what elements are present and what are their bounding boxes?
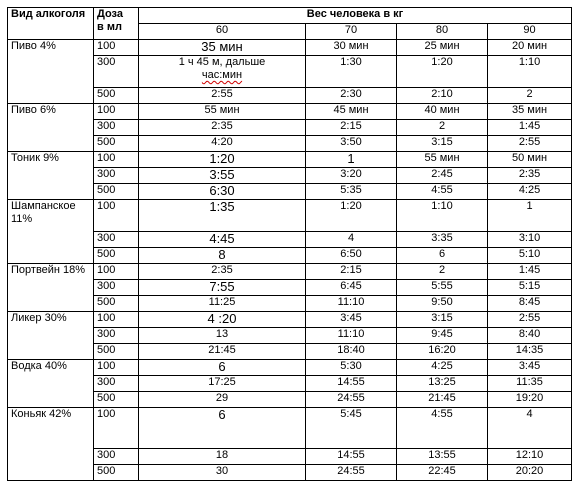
table-cell: 24:55 xyxy=(306,392,397,408)
dose: 100 xyxy=(94,40,139,56)
type-beer-6: Пиво 6% xyxy=(8,104,94,152)
table-cell: 4:55 xyxy=(397,184,488,200)
table-cell: 1:30 xyxy=(306,56,397,88)
type-champagne-11: Шампанское 11% xyxy=(8,200,94,264)
dose: 300 xyxy=(94,449,139,465)
table-cell: 50 мин xyxy=(488,152,572,168)
weight-60: 60 xyxy=(139,24,306,40)
table-cell: 3:10 xyxy=(488,232,572,248)
table-cell: 2:55 xyxy=(488,312,572,328)
table-cell: 8 xyxy=(139,248,306,264)
dose: 300 xyxy=(94,328,139,344)
table-cell: 19:20 xyxy=(488,392,572,408)
table-cell: 9:45 xyxy=(397,328,488,344)
col-dose-header: Доза в мл xyxy=(94,8,139,40)
table-cell: 1:35 xyxy=(139,200,306,232)
table-cell: 2:35 xyxy=(488,168,572,184)
table-cell: 5:15 xyxy=(488,280,572,296)
dose: 100 xyxy=(94,104,139,120)
table-cell: 3:15 xyxy=(397,136,488,152)
table-cell: 25 мин xyxy=(397,40,488,56)
dose: 300 xyxy=(94,120,139,136)
table-cell: 2:30 xyxy=(306,88,397,104)
table-cell: 45 мин xyxy=(306,104,397,120)
dose: 100 xyxy=(94,264,139,280)
dose: 100 xyxy=(94,408,139,449)
table-cell: 1 xyxy=(306,152,397,168)
table-cell: 20:20 xyxy=(488,465,572,481)
dose: 100 xyxy=(94,152,139,168)
table-cell: 9:50 xyxy=(397,296,488,312)
table-cell: 2:45 xyxy=(397,168,488,184)
type-vodka-40: Водка 40% xyxy=(8,360,94,408)
type-cognac-42: Коньяк 42% xyxy=(8,408,94,481)
dose: 500 xyxy=(94,136,139,152)
table-cell: 14:55 xyxy=(306,376,397,392)
table-cell: 5:55 xyxy=(397,280,488,296)
table-cell: 30 xyxy=(139,465,306,481)
table-cell: 5:10 xyxy=(488,248,572,264)
table-cell: 13:55 xyxy=(397,449,488,465)
table-cell: 12:10 xyxy=(488,449,572,465)
table-cell: 1 xyxy=(488,200,572,232)
table-cell: 3:35 xyxy=(397,232,488,248)
table-cell: 40 мин xyxy=(397,104,488,120)
dose: 300 xyxy=(94,232,139,248)
table-cell: 1:45 xyxy=(488,120,572,136)
weight-80: 80 xyxy=(397,24,488,40)
table-cell: 8:45 xyxy=(488,296,572,312)
table-cell: 17:25 xyxy=(139,376,306,392)
table-cell: 11:10 xyxy=(306,296,397,312)
table-cell: 3:50 xyxy=(306,136,397,152)
table-cell: 2:35 xyxy=(139,120,306,136)
table-cell: 1:10 xyxy=(397,200,488,232)
table-cell: 55 мин xyxy=(397,152,488,168)
table-cell: 3:55 xyxy=(139,168,306,184)
table-cell: 8:40 xyxy=(488,328,572,344)
table-cell: 3:15 xyxy=(397,312,488,328)
table-cell: 14:55 xyxy=(306,449,397,465)
table-cell: 5:35 xyxy=(306,184,397,200)
table-cell: 4 xyxy=(306,232,397,248)
table-cell: 11:25 xyxy=(139,296,306,312)
table-cell: 22:45 xyxy=(397,465,488,481)
table-cell: 4:25 xyxy=(397,360,488,376)
table-cell: 1:10 xyxy=(488,56,572,88)
col-type-header: Вид алкоголя xyxy=(8,8,94,40)
table-cell: 6:30 xyxy=(139,184,306,200)
table-cell: 24:55 xyxy=(306,465,397,481)
table-cell: 11:35 xyxy=(488,376,572,392)
dose: 300 xyxy=(94,56,139,88)
dose: 300 xyxy=(94,280,139,296)
dose: 500 xyxy=(94,465,139,481)
dose: 100 xyxy=(94,200,139,232)
table-cell: 11:10 xyxy=(306,328,397,344)
table-cell: 1:20 xyxy=(139,152,306,168)
table-cell: 6:45 xyxy=(306,280,397,296)
table-cell: 1 ч 45 м, дальше час:мин xyxy=(139,56,306,88)
table-cell: 35 мин xyxy=(488,104,572,120)
weight-90: 90 xyxy=(488,24,572,40)
dose: 500 xyxy=(94,392,139,408)
table-cell: 2:55 xyxy=(139,88,306,104)
dose: 500 xyxy=(94,248,139,264)
table-cell: 2:15 xyxy=(306,120,397,136)
weight-header: Вес человека в кг xyxy=(139,8,572,24)
alcohol-elimination-table xyxy=(7,7,572,481)
table-cell: 14:35 xyxy=(488,344,572,360)
spellcheck-underlined-text: час:мин xyxy=(201,69,243,81)
table-cell: 1:45 xyxy=(488,264,572,280)
dose: 100 xyxy=(94,312,139,328)
table-cell: 30 мин xyxy=(306,40,397,56)
table-cell: 35 мин xyxy=(139,40,306,56)
table-cell: 3:45 xyxy=(306,312,397,328)
table-cell: 29 xyxy=(139,392,306,408)
table-cell: 20 мин xyxy=(488,40,572,56)
table-cell: 6 xyxy=(139,408,306,449)
type-liqueur-30: Ликер 30% xyxy=(8,312,94,360)
table-cell: 4 xyxy=(488,408,572,449)
dose: 300 xyxy=(94,168,139,184)
dose: 500 xyxy=(94,88,139,104)
dose: 500 xyxy=(94,296,139,312)
table-cell: 2 xyxy=(397,264,488,280)
table-cell: 3:20 xyxy=(306,168,397,184)
table-cell: 55 мин xyxy=(139,104,306,120)
table-cell: 5:45 xyxy=(306,408,397,449)
table-cell: 4:45 xyxy=(139,232,306,248)
type-port-18: Портвейн 18% xyxy=(8,264,94,312)
table-cell: 4:25 xyxy=(488,184,572,200)
table-cell: 2:10 xyxy=(397,88,488,104)
table-cell: 21:45 xyxy=(397,392,488,408)
dose: 500 xyxy=(94,344,139,360)
table-cell: 5:30 xyxy=(306,360,397,376)
table-cell: 2 xyxy=(397,120,488,136)
dose: 100 xyxy=(94,360,139,376)
table-cell: 2:15 xyxy=(306,264,397,280)
table-cell: 16:20 xyxy=(397,344,488,360)
table-cell: 2:35 xyxy=(139,264,306,280)
table-cell: 6:50 xyxy=(306,248,397,264)
table-cell: 6 xyxy=(139,360,306,376)
table-cell: 1:20 xyxy=(397,56,488,88)
table-cell: 7:55 xyxy=(139,280,306,296)
type-tonic-9: Тоник 9% xyxy=(8,152,94,200)
table-cell: 13 xyxy=(139,328,306,344)
table-cell: 18 xyxy=(139,449,306,465)
table-cell: 2:55 xyxy=(488,136,572,152)
table-cell: 21:45 xyxy=(139,344,306,360)
table-cell: 4:55 xyxy=(397,408,488,449)
table-cell: 4:20 xyxy=(139,136,306,152)
dose: 300 xyxy=(94,376,139,392)
table-cell: 6 xyxy=(397,248,488,264)
table-cell: 13:25 xyxy=(397,376,488,392)
table-cell: 18:40 xyxy=(306,344,397,360)
table-cell: 2 xyxy=(488,88,572,104)
dose: 500 xyxy=(94,184,139,200)
table-cell: 1:20 xyxy=(306,200,397,232)
type-beer-4: Пиво 4% xyxy=(8,40,94,104)
table-cell: 4 :20 xyxy=(139,312,306,328)
weight-70: 70 xyxy=(306,24,397,40)
table-cell: 3:45 xyxy=(488,360,572,376)
